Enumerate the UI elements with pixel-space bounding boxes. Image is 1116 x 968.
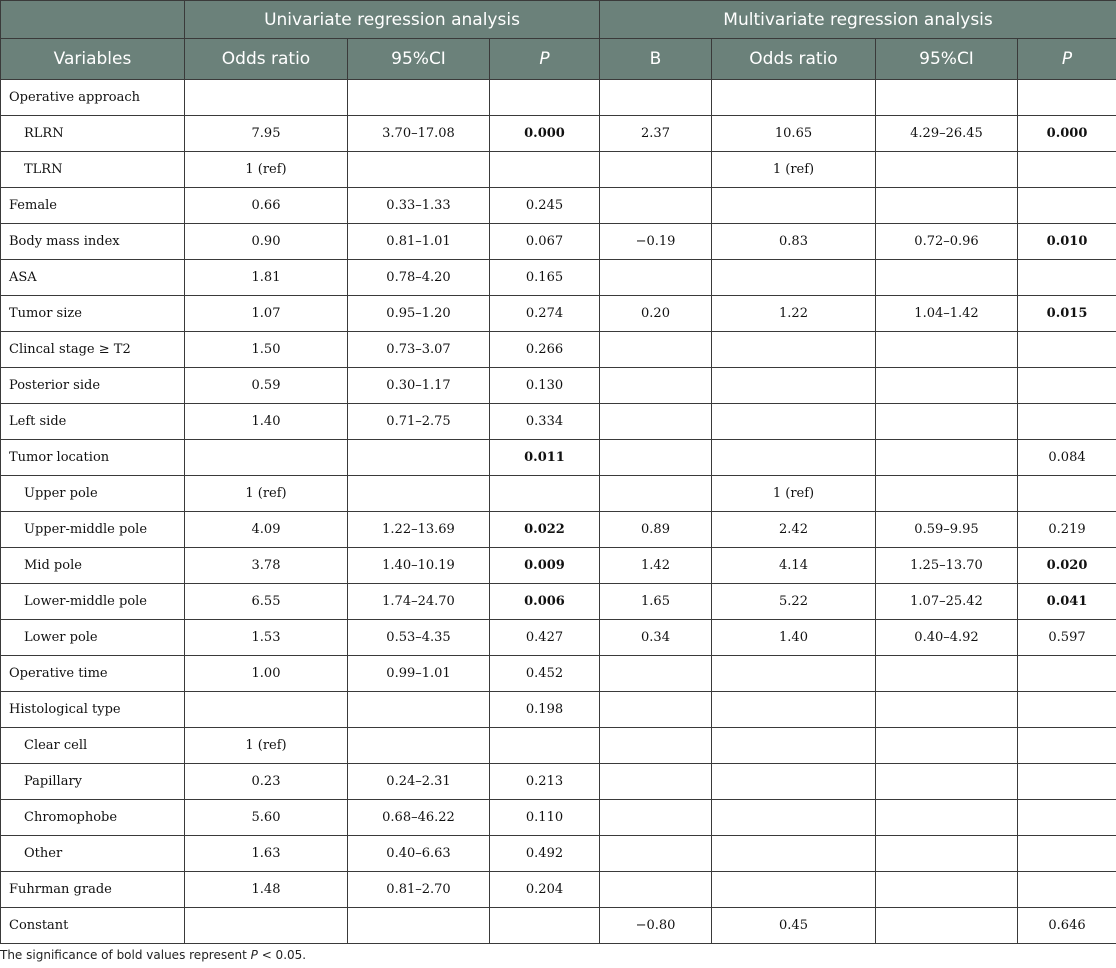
col-header-uni-ci: 95%CI bbox=[348, 39, 490, 80]
cell-multi-odds-ratio bbox=[712, 188, 876, 224]
cell-multi-p bbox=[1018, 80, 1116, 116]
cell-variable: Upper pole bbox=[1, 476, 185, 512]
cell-uni-ci bbox=[348, 728, 490, 764]
cell-uni-odds-ratio: 1.40 bbox=[185, 404, 348, 440]
cell-multi-ci bbox=[876, 188, 1018, 224]
cell-uni-p bbox=[490, 152, 600, 188]
cell-multi-p bbox=[1018, 728, 1116, 764]
cell-uni-ci bbox=[348, 80, 490, 116]
cell-multi-ci: 1.04–1.42 bbox=[876, 296, 1018, 332]
footnote bbox=[0, 948, 306, 962]
cell-multi-ci: 0.72–0.96 bbox=[876, 224, 1018, 260]
cell-uni-ci bbox=[348, 908, 490, 944]
cell-variable: Operative time bbox=[1, 656, 185, 692]
cell-multi-p bbox=[1018, 692, 1116, 728]
cell-multi-p: 0.015 bbox=[1018, 296, 1116, 332]
cell-uni-ci: 0.78–4.20 bbox=[348, 260, 490, 296]
cell-multi-b: 0.20 bbox=[600, 296, 712, 332]
cell-multi-odds-ratio bbox=[712, 368, 876, 404]
cell-uni-ci: 0.68–46.22 bbox=[348, 800, 490, 836]
table-row bbox=[1, 728, 1116, 764]
cell-uni-p bbox=[490, 908, 600, 944]
cell-multi-b bbox=[600, 692, 712, 728]
table-row bbox=[1, 404, 1116, 440]
cell-multi-ci bbox=[876, 836, 1018, 872]
cell-variable: Left side bbox=[1, 404, 185, 440]
cell-uni-ci: 0.33–1.33 bbox=[348, 188, 490, 224]
table-row bbox=[1, 368, 1116, 404]
cell-multi-p: 0.084 bbox=[1018, 440, 1116, 476]
cell-multi-odds-ratio: 1.22 bbox=[712, 296, 876, 332]
cell-multi-ci: 1.07–25.42 bbox=[876, 584, 1018, 620]
col-header-multi-ci: 95%CI bbox=[876, 39, 1018, 80]
cell-multi-p bbox=[1018, 368, 1116, 404]
cell-multi-p bbox=[1018, 152, 1116, 188]
cell-uni-ci bbox=[348, 476, 490, 512]
cell-multi-p: 0.597 bbox=[1018, 620, 1116, 656]
col-header-uni-p: P bbox=[490, 39, 600, 80]
cell-multi-odds-ratio bbox=[712, 656, 876, 692]
cell-uni-ci bbox=[348, 152, 490, 188]
table-row bbox=[1, 656, 1116, 692]
cell-multi-p: 0.041 bbox=[1018, 584, 1116, 620]
cell-uni-ci bbox=[348, 692, 490, 728]
table-row bbox=[1, 152, 1116, 188]
cell-uni-odds-ratio: 1 (ref) bbox=[185, 728, 348, 764]
cell-multi-b: 2.37 bbox=[600, 116, 712, 152]
cell-multi-b bbox=[600, 368, 712, 404]
cell-multi-b bbox=[600, 80, 712, 116]
cell-uni-p bbox=[490, 476, 600, 512]
cell-multi-b: −0.19 bbox=[600, 224, 712, 260]
header-group-row bbox=[1, 1, 1116, 39]
cell-multi-b: 0.89 bbox=[600, 512, 712, 548]
cell-uni-p: 0.011 bbox=[490, 440, 600, 476]
cell-uni-odds-ratio: 4.09 bbox=[185, 512, 348, 548]
table-row bbox=[1, 512, 1116, 548]
cell-multi-odds-ratio: 1 (ref) bbox=[712, 152, 876, 188]
cell-multi-ci bbox=[876, 332, 1018, 368]
cell-variable: ASA bbox=[1, 260, 185, 296]
cell-uni-ci: 0.95–1.20 bbox=[348, 296, 490, 332]
cell-uni-p: 0.009 bbox=[490, 548, 600, 584]
cell-multi-b: 1.42 bbox=[600, 548, 712, 584]
table-row bbox=[1, 260, 1116, 296]
cell-multi-odds-ratio bbox=[712, 260, 876, 296]
cell-uni-ci: 0.24–2.31 bbox=[348, 764, 490, 800]
cell-multi-ci bbox=[876, 260, 1018, 296]
cell-variable: Operative approach bbox=[1, 80, 185, 116]
cell-uni-odds-ratio bbox=[185, 80, 348, 116]
cell-multi-b bbox=[600, 836, 712, 872]
cell-multi-odds-ratio: 10.65 bbox=[712, 116, 876, 152]
cell-uni-p: 0.130 bbox=[490, 368, 600, 404]
cell-multi-odds-ratio bbox=[712, 440, 876, 476]
table-row bbox=[1, 872, 1116, 908]
cell-uni-p: 0.274 bbox=[490, 296, 600, 332]
cell-multi-b bbox=[600, 476, 712, 512]
table-row bbox=[1, 116, 1116, 152]
cell-multi-b: 1.65 bbox=[600, 584, 712, 620]
cell-uni-odds-ratio: 0.90 bbox=[185, 224, 348, 260]
table-row bbox=[1, 224, 1116, 260]
cell-uni-odds-ratio: 7.95 bbox=[185, 116, 348, 152]
cell-multi-odds-ratio: 1 (ref) bbox=[712, 476, 876, 512]
col-header-uni-odds-ratio: Odds ratio bbox=[185, 39, 348, 80]
cell-variable: Tumor location bbox=[1, 440, 185, 476]
cell-multi-ci bbox=[876, 368, 1018, 404]
cell-uni-odds-ratio: 1.81 bbox=[185, 260, 348, 296]
cell-uni-ci: 0.40–6.63 bbox=[348, 836, 490, 872]
cell-multi-ci bbox=[876, 440, 1018, 476]
cell-variable: Histological type bbox=[1, 692, 185, 728]
header-empty-cell bbox=[1, 1, 185, 39]
cell-uni-ci: 0.30–1.17 bbox=[348, 368, 490, 404]
cell-uni-ci bbox=[348, 440, 490, 476]
cell-uni-ci: 1.40–10.19 bbox=[348, 548, 490, 584]
cell-multi-odds-ratio: 1.40 bbox=[712, 620, 876, 656]
cell-multi-ci bbox=[876, 152, 1018, 188]
cell-multi-ci bbox=[876, 656, 1018, 692]
cell-uni-p: 0.022 bbox=[490, 512, 600, 548]
cell-uni-p bbox=[490, 80, 600, 116]
cell-multi-b bbox=[600, 332, 712, 368]
cell-uni-odds-ratio: 0.59 bbox=[185, 368, 348, 404]
cell-uni-p: 0.427 bbox=[490, 620, 600, 656]
cell-variable: Mid pole bbox=[1, 548, 185, 584]
col-header-multi-odds-ratio: Odds ratio bbox=[712, 39, 876, 80]
cell-multi-p bbox=[1018, 872, 1116, 908]
cell-variable: Lower pole bbox=[1, 620, 185, 656]
cell-multi-odds-ratio bbox=[712, 764, 876, 800]
cell-multi-odds-ratio bbox=[712, 332, 876, 368]
table-row bbox=[1, 584, 1116, 620]
cell-multi-odds-ratio bbox=[712, 404, 876, 440]
table-row bbox=[1, 476, 1116, 512]
cell-uni-odds-ratio: 1.50 bbox=[185, 332, 348, 368]
table-row bbox=[1, 440, 1116, 476]
cell-multi-p bbox=[1018, 188, 1116, 224]
cell-variable: Upper-middle pole bbox=[1, 512, 185, 548]
cell-uni-p: 0.452 bbox=[490, 656, 600, 692]
cell-multi-p: 0.219 bbox=[1018, 512, 1116, 548]
univariate-header: Univariate regression analysis bbox=[185, 1, 600, 39]
cell-variable: TLRN bbox=[1, 152, 185, 188]
cell-multi-odds-ratio bbox=[712, 836, 876, 872]
table-row bbox=[1, 800, 1116, 836]
cell-multi-p bbox=[1018, 260, 1116, 296]
table-row bbox=[1, 332, 1116, 368]
cell-uni-p: 0.110 bbox=[490, 800, 600, 836]
cell-multi-b: −0.80 bbox=[600, 908, 712, 944]
col-header-multi-b: B bbox=[600, 39, 712, 80]
cell-variable: Papillary bbox=[1, 764, 185, 800]
cell-multi-odds-ratio bbox=[712, 728, 876, 764]
cell-multi-p bbox=[1018, 656, 1116, 692]
cell-variable: Posterior side bbox=[1, 368, 185, 404]
cell-uni-odds-ratio bbox=[185, 908, 348, 944]
cell-multi-ci: 4.29–26.45 bbox=[876, 116, 1018, 152]
cell-uni-p: 0.165 bbox=[490, 260, 600, 296]
cell-multi-odds-ratio bbox=[712, 692, 876, 728]
cell-multi-odds-ratio bbox=[712, 800, 876, 836]
cell-uni-odds-ratio: 0.66 bbox=[185, 188, 348, 224]
cell-variable: Clincal stage ≥ T2 bbox=[1, 332, 185, 368]
table-row bbox=[1, 188, 1116, 224]
cell-multi-ci bbox=[876, 728, 1018, 764]
cell-multi-odds-ratio: 2.42 bbox=[712, 512, 876, 548]
cell-uni-ci: 0.81–2.70 bbox=[348, 872, 490, 908]
cell-multi-odds-ratio: 5.22 bbox=[712, 584, 876, 620]
cell-uni-odds-ratio bbox=[185, 440, 348, 476]
cell-uni-ci: 1.22–13.69 bbox=[348, 512, 490, 548]
table-row bbox=[1, 764, 1116, 800]
cell-uni-p: 0.198 bbox=[490, 692, 600, 728]
cell-multi-p: 0.000 bbox=[1018, 116, 1116, 152]
cell-multi-p bbox=[1018, 764, 1116, 800]
cell-uni-ci: 0.81–1.01 bbox=[348, 224, 490, 260]
cell-multi-b bbox=[600, 872, 712, 908]
cell-multi-ci bbox=[876, 692, 1018, 728]
cell-variable: Fuhrman grade bbox=[1, 872, 185, 908]
cell-uni-odds-ratio: 1.07 bbox=[185, 296, 348, 332]
multivariate-header: Multivariate regression analysis bbox=[600, 1, 1116, 39]
cell-variable: Tumor size bbox=[1, 296, 185, 332]
cell-variable: Other bbox=[1, 836, 185, 872]
col-header-multi-p: P bbox=[1018, 39, 1116, 80]
table-row bbox=[1, 908, 1116, 944]
cell-multi-b bbox=[600, 188, 712, 224]
cell-uni-p: 0.492 bbox=[490, 836, 600, 872]
table-row bbox=[1, 620, 1116, 656]
cell-multi-odds-ratio: 0.83 bbox=[712, 224, 876, 260]
cell-uni-odds-ratio: 1.48 bbox=[185, 872, 348, 908]
cell-multi-ci: 0.40–4.92 bbox=[876, 620, 1018, 656]
cell-multi-p: 0.020 bbox=[1018, 548, 1116, 584]
cell-uni-p: 0.006 bbox=[490, 584, 600, 620]
cell-multi-ci: 0.59–9.95 bbox=[876, 512, 1018, 548]
cell-uni-odds-ratio bbox=[185, 692, 348, 728]
table-row bbox=[1, 80, 1116, 116]
cell-uni-ci: 0.73–3.07 bbox=[348, 332, 490, 368]
cell-multi-p: 0.646 bbox=[1018, 908, 1116, 944]
table-body bbox=[1, 80, 1116, 944]
cell-uni-odds-ratio: 1 (ref) bbox=[185, 152, 348, 188]
cell-uni-ci: 3.70–17.08 bbox=[348, 116, 490, 152]
cell-uni-ci: 1.74–24.70 bbox=[348, 584, 490, 620]
cell-uni-odds-ratio: 3.78 bbox=[185, 548, 348, 584]
cell-variable: Constant bbox=[1, 908, 185, 944]
cell-multi-p bbox=[1018, 476, 1116, 512]
cell-multi-p: 0.010 bbox=[1018, 224, 1116, 260]
cell-uni-p: 0.266 bbox=[490, 332, 600, 368]
cell-variable: Lower-middle pole bbox=[1, 584, 185, 620]
cell-uni-p: 0.067 bbox=[490, 224, 600, 260]
cell-multi-ci bbox=[876, 476, 1018, 512]
footnote-prefix: The significance of bold values represent bbox=[0, 948, 251, 962]
cell-uni-odds-ratio: 6.55 bbox=[185, 584, 348, 620]
cell-uni-ci: 0.53–4.35 bbox=[348, 620, 490, 656]
cell-uni-odds-ratio: 5.60 bbox=[185, 800, 348, 836]
cell-multi-odds-ratio bbox=[712, 872, 876, 908]
cell-multi-odds-ratio: 4.14 bbox=[712, 548, 876, 584]
cell-uni-odds-ratio: 1.63 bbox=[185, 836, 348, 872]
cell-uni-p: 0.000 bbox=[490, 116, 600, 152]
cell-uni-p: 0.204 bbox=[490, 872, 600, 908]
cell-multi-b bbox=[600, 152, 712, 188]
cell-uni-odds-ratio: 1.00 bbox=[185, 656, 348, 692]
footnote-italic: P bbox=[250, 948, 258, 962]
cell-uni-ci: 0.99–1.01 bbox=[348, 656, 490, 692]
cell-multi-ci bbox=[876, 872, 1018, 908]
cell-variable: Chromophobe bbox=[1, 800, 185, 836]
cell-multi-p bbox=[1018, 836, 1116, 872]
cell-uni-p bbox=[490, 728, 600, 764]
cell-multi-p bbox=[1018, 404, 1116, 440]
cell-multi-b: 0.34 bbox=[600, 620, 712, 656]
cell-multi-ci bbox=[876, 764, 1018, 800]
cell-uni-odds-ratio: 0.23 bbox=[185, 764, 348, 800]
cell-multi-b bbox=[600, 728, 712, 764]
cell-multi-b bbox=[600, 260, 712, 296]
cell-uni-odds-ratio: 1.53 bbox=[185, 620, 348, 656]
cell-multi-p bbox=[1018, 332, 1116, 368]
cell-multi-p bbox=[1018, 800, 1116, 836]
cell-multi-ci bbox=[876, 404, 1018, 440]
cell-multi-b bbox=[600, 764, 712, 800]
cell-multi-ci: 1.25–13.70 bbox=[876, 548, 1018, 584]
cell-multi-odds-ratio bbox=[712, 80, 876, 116]
cell-multi-b bbox=[600, 440, 712, 476]
cell-multi-ci bbox=[876, 800, 1018, 836]
footnote-suffix: < 0.05. bbox=[257, 948, 307, 962]
cell-multi-odds-ratio: 0.45 bbox=[712, 908, 876, 944]
table-row bbox=[1, 836, 1116, 872]
cell-multi-b bbox=[600, 404, 712, 440]
cell-variable: Clear cell bbox=[1, 728, 185, 764]
cell-multi-b bbox=[600, 800, 712, 836]
cell-uni-p: 0.213 bbox=[490, 764, 600, 800]
cell-multi-ci bbox=[876, 908, 1018, 944]
table-row bbox=[1, 296, 1116, 332]
cell-multi-b bbox=[600, 656, 712, 692]
column-header-row bbox=[1, 39, 1116, 80]
cell-variable: RLRN bbox=[1, 116, 185, 152]
cell-uni-p: 0.334 bbox=[490, 404, 600, 440]
cell-variable: Female bbox=[1, 188, 185, 224]
cell-multi-ci bbox=[876, 80, 1018, 116]
cell-variable: Body mass index bbox=[1, 224, 185, 260]
cell-uni-p: 0.245 bbox=[490, 188, 600, 224]
cell-uni-ci: 0.71–2.75 bbox=[348, 404, 490, 440]
table-row bbox=[1, 548, 1116, 584]
table-row bbox=[1, 692, 1116, 728]
cell-uni-odds-ratio: 1 (ref) bbox=[185, 476, 348, 512]
col-header-variables: Variables bbox=[1, 39, 185, 80]
